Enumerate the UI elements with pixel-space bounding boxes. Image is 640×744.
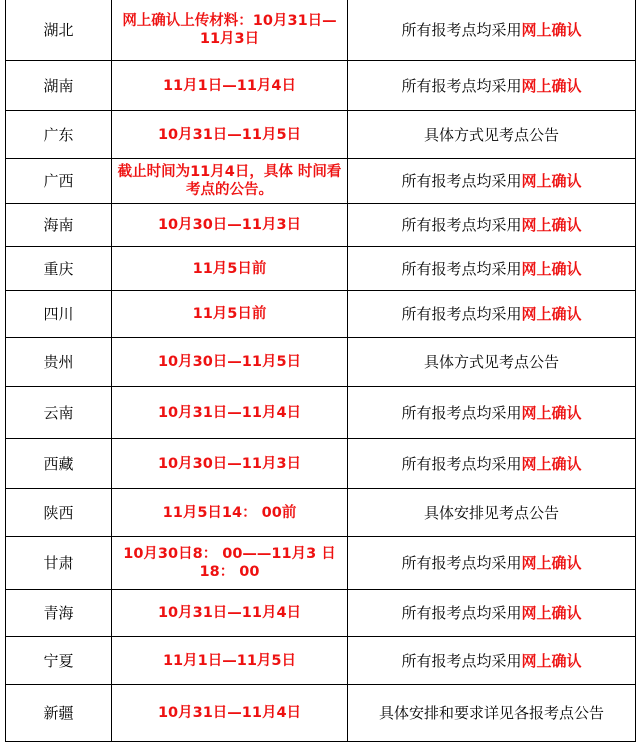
table-row: [6, 0, 636, 61]
province-cell: 重庆: [6, 247, 112, 291]
table-row: [6, 685, 636, 742]
date-cell: 10月30日—11月3日: [112, 204, 348, 247]
table-row: [6, 338, 636, 387]
method-text: 具体安排和要求详见各报考点公告: [378, 704, 604, 722]
method-text: 所有报考点均采用: [401, 259, 522, 278]
method-text: 所有报考点均采用: [401, 172, 522, 190]
method-text: 所有报考点均采用: [401, 604, 522, 622]
method-text: 所有报考点均采用: [401, 554, 522, 572]
date-cell: 11月1日—11月5日: [112, 637, 348, 685]
province-cell: 湖北: [6, 0, 112, 61]
date-cell: 10月31日—11月5日: [112, 111, 348, 159]
method-cell: [348, 291, 636, 338]
method-highlight: 网上确认: [521, 20, 582, 39]
method-cell: [348, 537, 636, 590]
method-cell: [348, 204, 636, 247]
table-row: [6, 111, 636, 159]
table-row: [6, 489, 636, 537]
method-cell: [348, 338, 636, 387]
method-highlight: 网上确认: [521, 604, 582, 622]
confirmation-schedule-table: [5, 0, 636, 742]
province-cell: 湖南: [6, 61, 112, 111]
table-row: [6, 637, 636, 685]
method-highlight: 网上确认: [521, 554, 582, 572]
method-text: 所有报考点均采用: [401, 651, 522, 670]
method-cell: [348, 247, 636, 291]
province-cell: 新疆: [6, 685, 112, 742]
table-row: [6, 61, 636, 111]
table-body: [6, 0, 636, 742]
date-cell: 10月31日—11月4日: [112, 685, 348, 742]
method-text: 所有报考点均采用: [401, 305, 522, 323]
province-cell: 青海: [6, 590, 112, 637]
method-cell: [348, 387, 636, 439]
province-cell: 广西: [6, 159, 112, 204]
date-cell: 10月30日8： 00——11月3 日 18： 00: [112, 537, 348, 590]
method-text: 具体安排见考点公告: [423, 503, 559, 522]
method-cell: [348, 61, 636, 111]
method-cell: [348, 159, 636, 204]
method-cell: [348, 439, 636, 489]
table-row: [6, 537, 636, 590]
method-highlight: 网上确认: [521, 305, 582, 323]
method-cell: [348, 685, 636, 742]
method-cell: [348, 111, 636, 159]
date-cell: 截止时间为11月4日，具体 时间看考点的公告。: [112, 159, 348, 204]
province-cell: 广东: [6, 111, 112, 159]
method-text: 所有报考点均采用: [401, 216, 522, 234]
table-row: [6, 159, 636, 204]
method-cell: [348, 637, 636, 685]
date-cell: 10月30日—11月3日: [112, 439, 348, 489]
method-text: 所有报考点均采用: [401, 20, 522, 39]
method-cell: [348, 489, 636, 537]
table-row: [6, 439, 636, 489]
province-cell: 四川: [6, 291, 112, 338]
table-row: [6, 590, 636, 637]
method-text: 所有报考点均采用: [401, 403, 522, 422]
province-cell: 甘肃: [6, 537, 112, 590]
method-cell: [348, 0, 636, 61]
table-row: [6, 291, 636, 338]
method-highlight: 网上确认: [521, 454, 582, 473]
date-cell: 11月5日14： 00前: [112, 489, 348, 537]
province-cell: 贵州: [6, 338, 112, 387]
province-cell: 西藏: [6, 439, 112, 489]
method-cell: [348, 590, 636, 637]
method-highlight: 网上确认: [521, 172, 582, 190]
method-highlight: 网上确认: [521, 651, 582, 670]
date-cell: 11月5日前: [112, 291, 348, 338]
province-cell: 海南: [6, 204, 112, 247]
method-highlight: 网上确认: [521, 76, 582, 95]
date-cell: 11月5日前: [112, 247, 348, 291]
table-row: [6, 247, 636, 291]
date-cell: 10月31日—11月4日: [112, 590, 348, 637]
date-cell: 网上确认上传材料：10月31日—11月3日: [112, 0, 348, 61]
method-text: 具体方式见考点公告: [423, 353, 559, 371]
table-row: [6, 204, 636, 247]
method-highlight: 网上确认: [521, 216, 582, 234]
province-cell: 宁夏: [6, 637, 112, 685]
date-cell: 11月1日—11月4日: [112, 61, 348, 111]
method-highlight: 网上确认: [521, 403, 582, 422]
method-highlight: 网上确认: [521, 259, 582, 278]
date-cell: 10月30日—11月5日: [112, 338, 348, 387]
province-cell: 陕西: [6, 489, 112, 537]
method-text: 所有报考点均采用: [401, 76, 522, 95]
province-cell: 云南: [6, 387, 112, 439]
method-text: 所有报考点均采用: [401, 454, 522, 473]
method-text: 具体方式见考点公告: [423, 125, 559, 144]
table-row: [6, 387, 636, 439]
date-cell: 10月31日—11月4日: [112, 387, 348, 439]
